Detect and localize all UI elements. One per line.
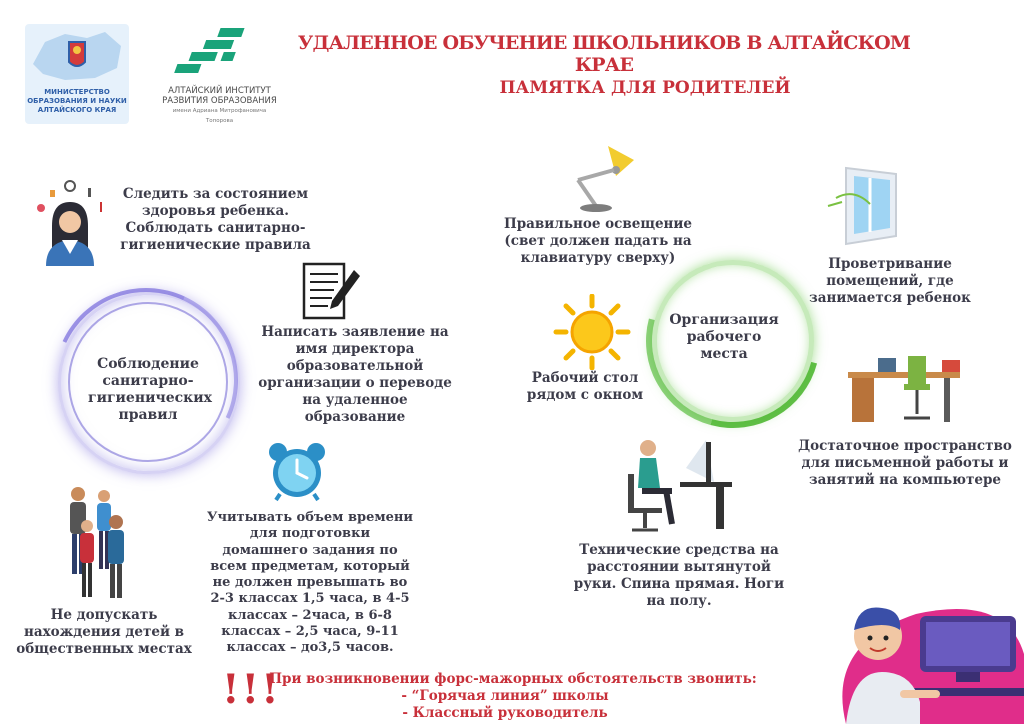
space-text: Достаточное пространство для письменной работы и занятий на компьютере: [798, 438, 1012, 488]
window-icon: [826, 164, 910, 248]
workplace-desk-icon: [844, 350, 964, 426]
statement-text: Написать заявление на имя директора образовательной организации о переводе на удаленное образование: [258, 324, 452, 425]
alarm-clock-icon: [266, 440, 328, 502]
desk-window-text: Рабочий стол рядом с окном: [526, 370, 644, 403]
health-text: Следить за состоянием здоровья ребенка. Соблюдать санитарно-гигиенические правила: [120, 186, 311, 253]
institute-line-1: АЛТАЙСКИЙ ИНСТИТУТ: [168, 86, 271, 96]
public-places-text: Не допускать нахождения детей в общественных местах: [16, 607, 192, 657]
right-circle-title: Организация рабочего места: [669, 312, 779, 362]
ministry-line-2: ОБРАЗОВАНИЯ И НАУКИ: [27, 97, 127, 105]
lighting-text: Правильное освещение (свет должен падать на клавиатуру сверху): [503, 216, 693, 266]
exclamation-marks: !!!: [222, 666, 281, 713]
child-computer-illustration: [816, 596, 1024, 724]
left-circle-title: Соблюдение санитарно-гигиенических правил: [88, 356, 212, 423]
desk-lamp-icon: [564, 140, 644, 214]
page-subtitle: ПАМЯТКА ДЛЯ РОДИТЕЛЕЙ: [499, 78, 791, 98]
footer-line-1: При возникновении форс-мажорных обстоятельств звонить:: [269, 671, 757, 687]
ministry-emblem-icon: [25, 24, 129, 86]
doctor-icon: [28, 178, 108, 268]
ministry-logo: [25, 24, 129, 124]
institute-line-3: имени Адриана Митрофановича Топорова: [172, 108, 267, 124]
ventilation-text: Проветривание помещений, где занимается ребенок: [809, 256, 971, 306]
page-title: УДАЛЕННОЕ ОБУЧЕНИЕ ШКОЛЬНИКОВ В АЛТАЙСКОМ КРАЕ: [297, 32, 911, 76]
posture-text: Технические средства на расстоянии вытянутой руки. Спина прямая. Ноги на полу.: [573, 542, 785, 609]
homework-time-text: Учитывать объем времени для подготовки домашнего задания по всем предметам, который не должен превышать во 2-3 классах 1,5 часа, в 4-5 классах – 2часа, в 6-8 классах – 2,5 часа, 9-11 классах – до3,5 часов.: [206, 510, 414, 656]
institute-line-2: РАЗВИТИЯ ОБРАЗОВАНИЯ: [162, 96, 277, 106]
computer-user-icon: [620, 434, 738, 534]
institute-emblem-icon: [162, 24, 277, 84]
ministry-line-1: МИНИСТЕРСТВО: [44, 88, 110, 96]
footer-hotline: - “Горячая линия” школы: [401, 688, 609, 704]
institute-logo: [162, 24, 277, 124]
document-pen-icon: [298, 260, 362, 322]
footer-class-teacher: - Классный руководитель: [402, 705, 608, 721]
ministry-line-3: АЛТАЙСКОГО КРАЯ: [37, 106, 117, 114]
people-group-icon: [60, 484, 132, 602]
sun-icon: [552, 294, 632, 370]
